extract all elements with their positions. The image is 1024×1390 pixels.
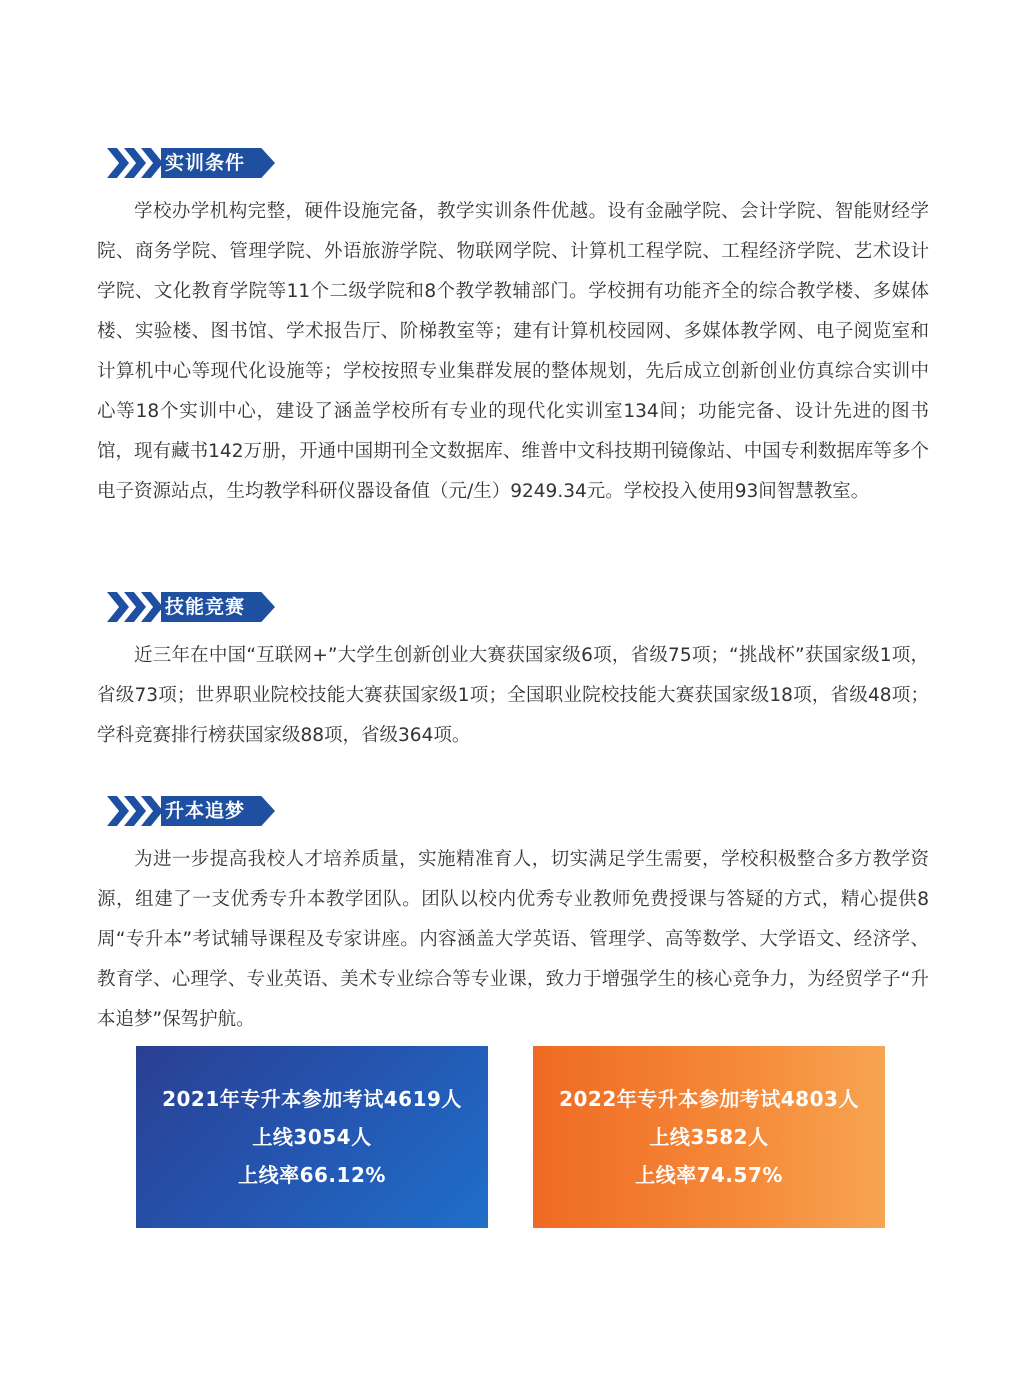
section-paragraph-training: 学校办学机构完整，硬件设施完备，教学实训条件优越。设有金融学院、会计学院、智能财经学院、商务学院、管理学院、外语旅游学院、物联网学院、计算机工程学院、工程经济学院、艺术设计学院、文化教育学院等11个二级学院和8个教学教辅部门。学校拥有功能齐全的综合教学楼、多媒体楼、实验楼、图书馆、学术报告厅、阶梯教室等；建有计算机校园网、多媒体教学网、电子阅览室和计算机中心等现代化设施等；学校按照专业集群发展的整体规划，先后成立创新创业仿真综合实训中心等18个实训中心，建设了涵盖学校所有专业的现代化实训室134间；功能完备、设计先进的图书馆，现有藏书142万册，开通中国期刊全文数据库、维普中文科技期刊镜像站、中国专利数据库等多个电子资源站点，生均教学科研仪器设备值（元/生）9249.34元。学校投入使用93间智慧教室。 <box>97 201 929 502</box>
section-paragraph-upgrade: 为进一步提高我校人才培养质量，实施精准育人，切实满足学生需要，学校积极整合多方教学资源，组建了一支优秀专升本教学团队。团队以校内优秀专业教师免费授课与答疑的方式，精心提供8周“专升本”考试辅导课程及专家讲座。内容涵盖大学英语、管理学、高等数学、大学语文、经济学、教育学、心理学、专业英语、美术专业综合等专业课，致力于增强学生的核心竞争力，为经贸学子“升本追梦”保驾护航。 <box>97 849 929 1030</box>
section-paragraph-competition: 近三年在中国“互联网+”大学生创新创业大赛获国家级6项，省级75项；“挑战杯”获国家级1项，省级73项；世界职业院校技能大赛获国家级1项；全国职业院校技能大赛获国家级18项，省级48项；学科竞赛排行榜获国家级88项，省级364项。 <box>97 645 929 746</box>
stat-exam-count: 2021年专升本参加考试4619人 <box>162 1087 462 1111</box>
section-heading-upgrade <box>107 792 277 830</box>
stat-pass-rate: 上线率74.57% <box>635 1163 783 1187</box>
stat-pass-count: 上线3582人 <box>649 1125 769 1149</box>
chevron-right-icon <box>107 592 129 622</box>
section-heading-training <box>107 144 277 182</box>
stat-exam-count: 2022年专升本参加考试4803人 <box>559 1087 859 1111</box>
section-title: 技能竞赛 <box>165 596 246 618</box>
stat-pass-count: 上线3054人 <box>252 1125 372 1149</box>
chevron-right-icon <box>107 796 129 826</box>
stat-card-2021 <box>136 1046 488 1228</box>
section-title: 升本追梦 <box>165 800 246 822</box>
chevron-right-icon <box>107 148 129 178</box>
section-title: 实训条件 <box>165 152 246 174</box>
stat-card-2022 <box>533 1046 885 1228</box>
stat-pass-rate: 上线率66.12% <box>238 1163 386 1187</box>
section-heading-competition <box>107 588 277 626</box>
